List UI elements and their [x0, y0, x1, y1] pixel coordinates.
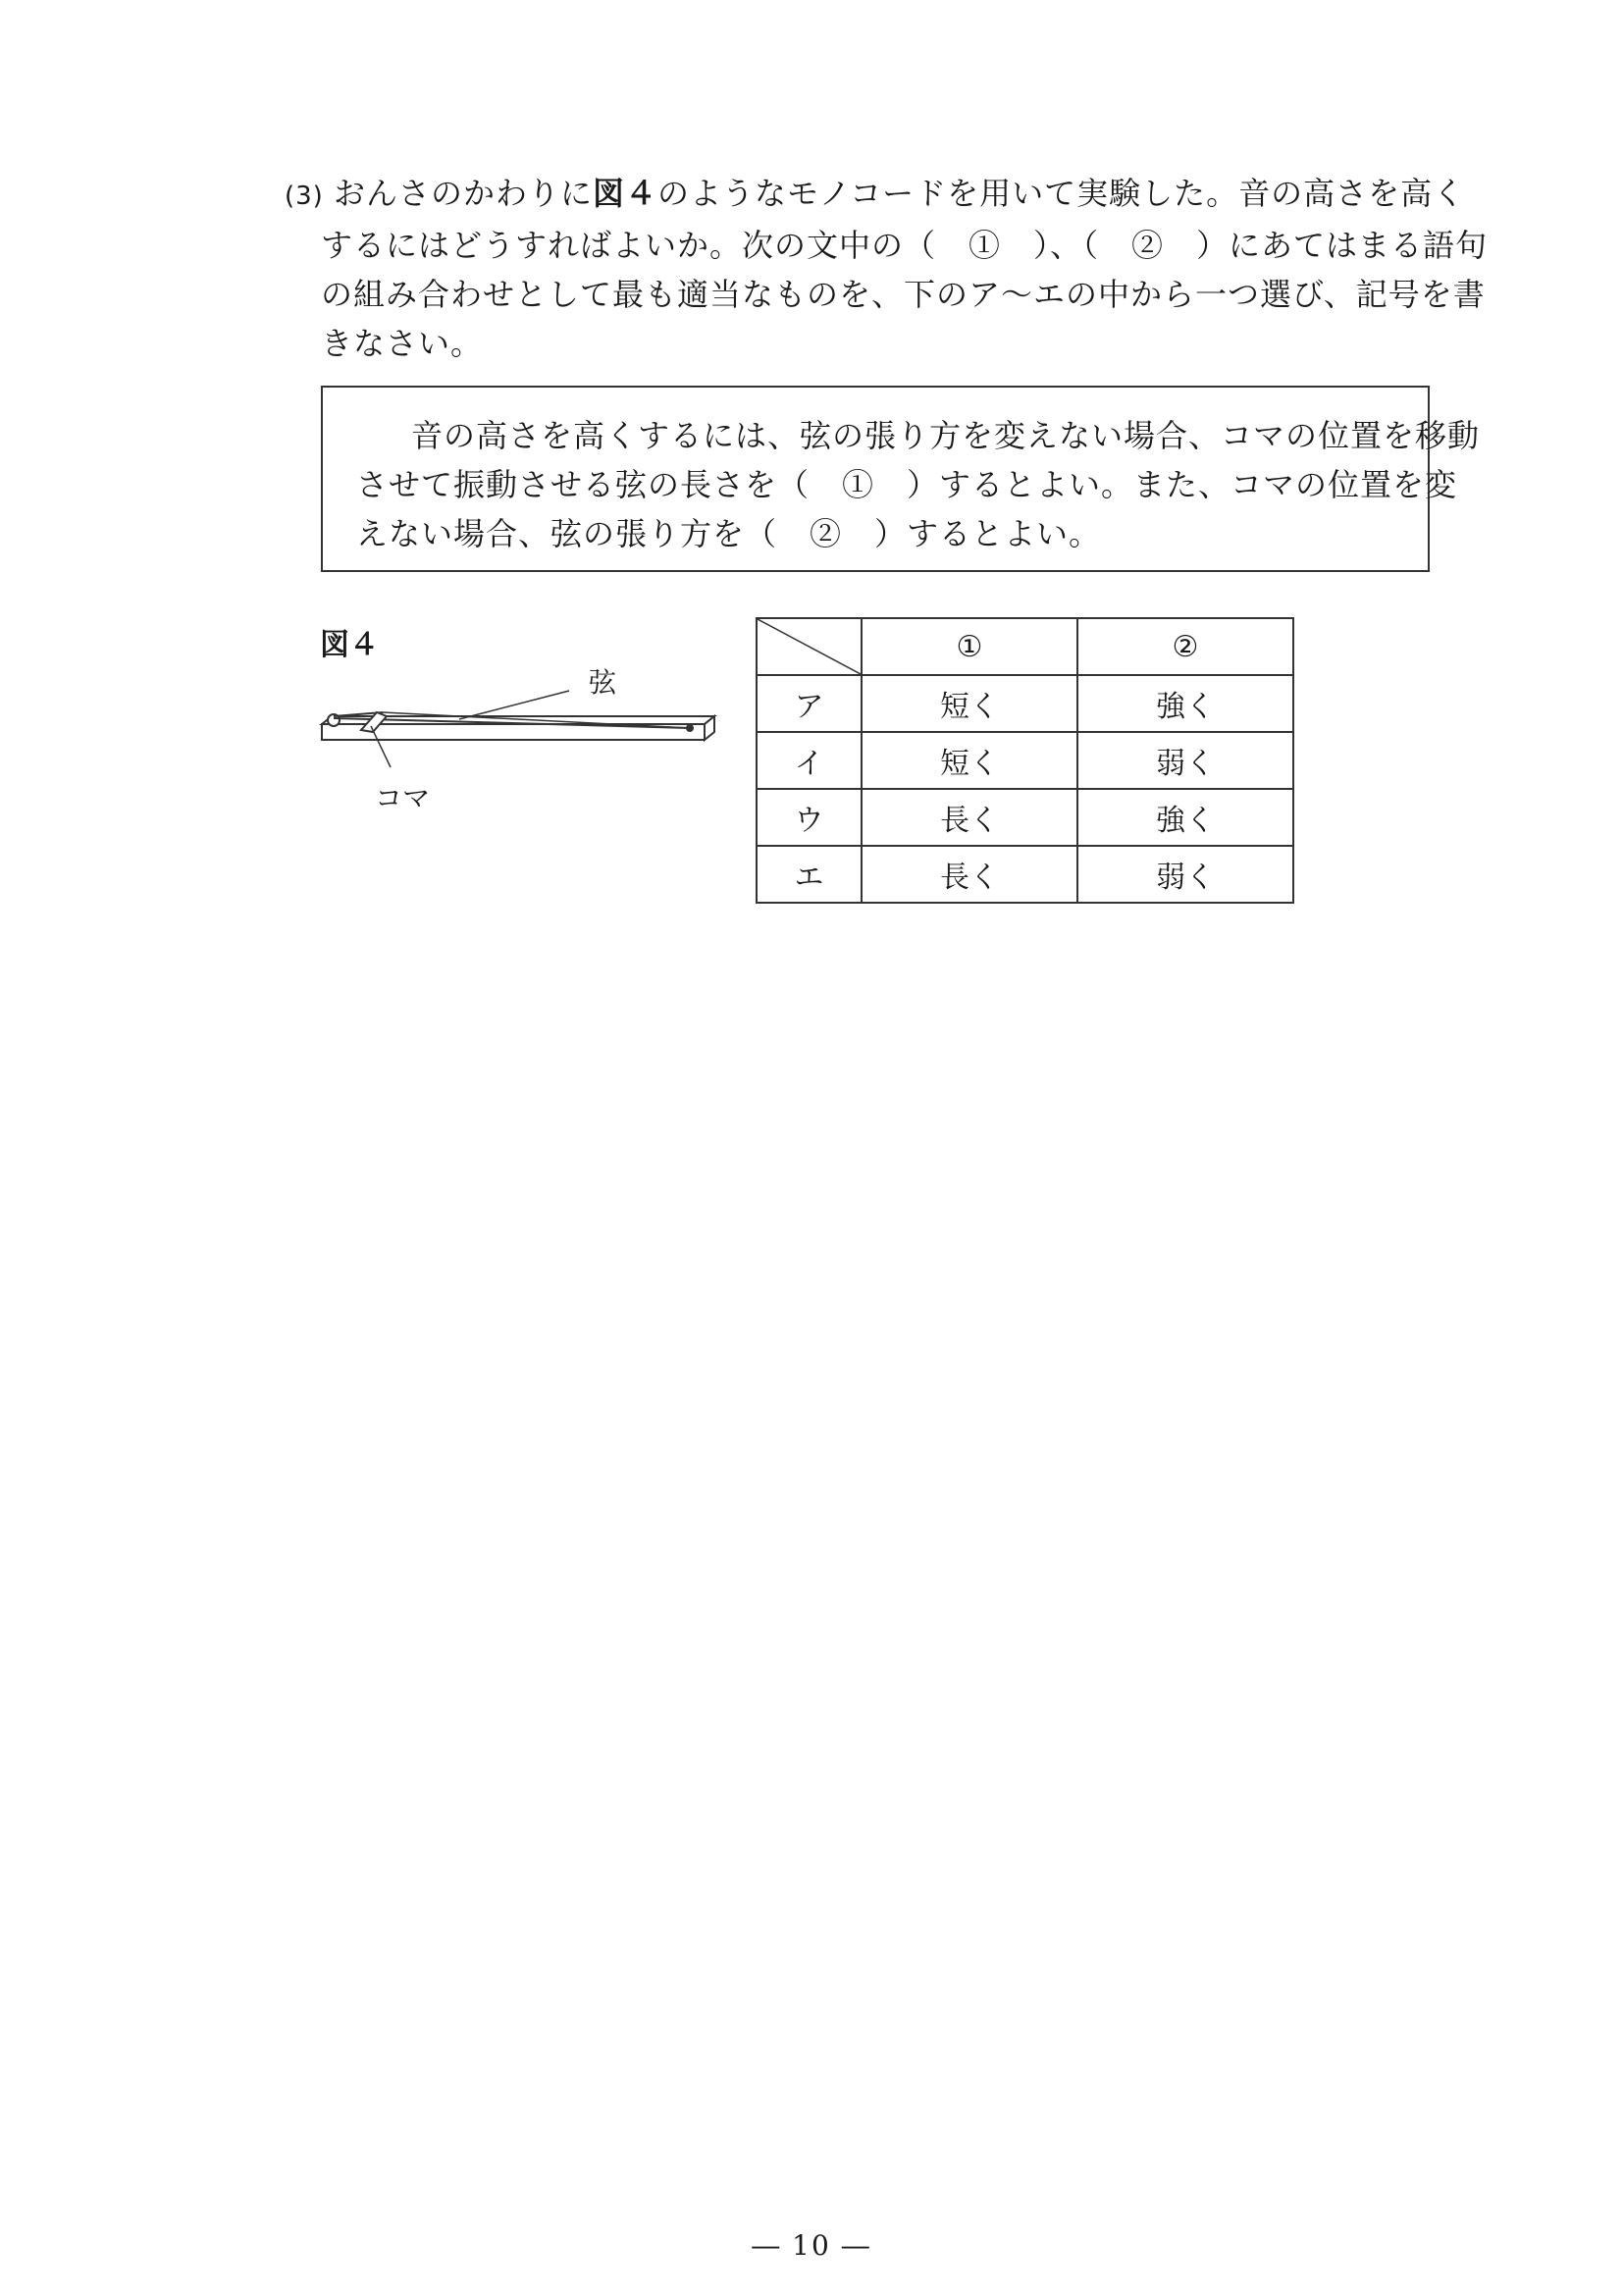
- page-number: ― 10 ―: [752, 2229, 871, 2262]
- question-line-3: の組み合わせとして最も適当なものを、下のア～エの中から一つ選び、記号を書: [321, 276, 1486, 313]
- string-anchor: [686, 724, 694, 732]
- choice-label: エ: [757, 846, 862, 903]
- bridge-label: コマ: [375, 782, 431, 814]
- cell-1: 短く: [862, 675, 1077, 732]
- question-line-1: [285, 169, 1466, 221]
- cell-1: 短く: [862, 732, 1077, 789]
- figure-reference: 図４: [593, 175, 658, 212]
- question-text-cont: のようなモノコードを用いて実験した。音の高さを高く: [657, 175, 1466, 212]
- table-row: [757, 789, 1293, 846]
- string-label: 弦: [589, 666, 617, 699]
- corner-cell: [757, 618, 862, 675]
- box-line-3: えない場合、弦の張り方を（ ② ）するとよい。: [356, 515, 1102, 552]
- choice-label: ウ: [757, 789, 862, 846]
- choice-label: ア: [757, 675, 862, 732]
- figure-title: 図４: [320, 628, 379, 662]
- table-header-row: [757, 618, 1293, 675]
- question-line-2: するにはどうすればよいか。次の文中の（ ① ）、（ ② ）にあてはまる語句: [321, 227, 1489, 264]
- fill-in-sentence-box: [321, 386, 1481, 572]
- question-line-4: きなさい。: [321, 325, 484, 362]
- box-line-1: 音の高さを高くするには、弦の張り方を変えない場合、コマの位置を移動: [411, 417, 1481, 454]
- box-line-2: させて振動させる弦の長さを（ ① ）するとよい。また、コマの位置を変: [356, 466, 1458, 503]
- table-row: [757, 846, 1293, 903]
- question-number: (3): [285, 182, 324, 211]
- answer-table: [756, 617, 1294, 904]
- cell-2: 弱く: [1077, 846, 1293, 903]
- diagonal-line: [758, 619, 861, 674]
- monochord-figure: [312, 657, 724, 834]
- cell-1: 長く: [862, 789, 1077, 846]
- cell-1: 長く: [862, 846, 1077, 903]
- string-leader: [459, 691, 569, 719]
- table-row: [757, 675, 1293, 732]
- header-2: ②: [1077, 618, 1293, 675]
- cell-2: 弱く: [1077, 732, 1293, 789]
- question-text-start: おんさのかわりに: [334, 175, 594, 212]
- monochord-drawing: [312, 657, 724, 834]
- choice-label: イ: [757, 732, 862, 789]
- question-3: [285, 169, 1489, 368]
- cell-2: 強く: [1077, 675, 1293, 732]
- cell-2: 強く: [1077, 789, 1293, 846]
- header-1: ①: [862, 618, 1077, 675]
- table-row: [757, 732, 1293, 789]
